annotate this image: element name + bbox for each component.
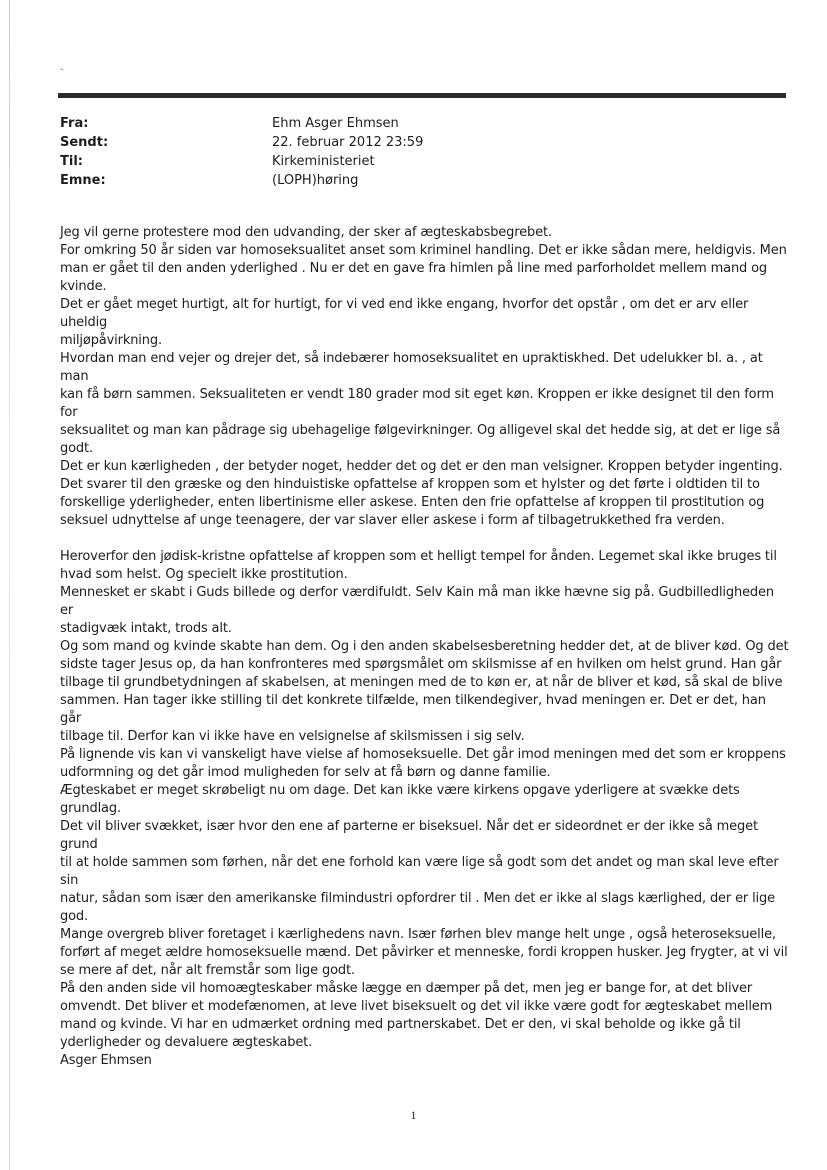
body-line: stadigvæk intakt, trods alt.	[60, 621, 232, 636]
body-line: kan få børn sammen. Seksualiteten er vendt 180 grader mod sit eget køn. Kroppen er ikke designet til den form for	[60, 387, 774, 420]
header-field-value: 22. februar 2012 23:59	[272, 135, 424, 150]
header-field-row	[60, 114, 423, 133]
body-line: Det vil bliver svækket, især hvor den ene af parterne er biseksuel. Når det er sideordnet er der ikke så meget grund	[60, 819, 758, 852]
scan-edge	[9, 0, 10, 1170]
header-field-label: Fra:	[60, 116, 89, 131]
header-field-row	[60, 152, 423, 171]
header-field-value: Ehm Asger Ehmsen	[272, 116, 399, 131]
body-line: Det er gået meget hurtigt, alt for hurtigt, for vi ved end ikke engang, hvorfor det opstår , om det er arv eller uheldig	[60, 297, 749, 330]
body-line: Det svarer til den græske og den hinduistiske opfattelse af kroppen som et hylster og det førte i oldtiden til to	[60, 477, 760, 492]
header-field-label: Emne:	[60, 173, 106, 188]
body-line: udformning og det går imod muligheden for selv at få børn og danne familie.	[60, 765, 551, 780]
body-line: forskellige yderligheder, enten libertinisme eller askese. Enten den frie opfattelse af kroppen til prostitution og	[60, 495, 765, 510]
body-line: Det er kun kærligheden , der betyder noget, hedder det og det er den man velsigner. Kroppen betyder ingenting.	[60, 459, 783, 474]
header-field-row	[60, 171, 423, 190]
body-line: kvinde.	[60, 279, 107, 294]
body-line: natur, sådan som især den amerikanske filmindustri opfordrer til . Men det er ikke al slags kærlighed, der er lige	[60, 891, 775, 906]
header-field-label: Sendt:	[60, 135, 109, 150]
body-line: til at holde sammen som førhen, når det ene forhold kan være lige så godt som det andet og man skal leve efter sin	[60, 855, 779, 888]
body-line: Ægteskabet er meget skrøbeligt nu om dage. Det kan ikke være kirkens opgave yderligere at svække dets grundlag.	[60, 783, 740, 816]
header-field-value: (LOPH)høring	[272, 173, 359, 188]
body-line: miljøpåvirkning.	[60, 333, 162, 348]
body-line: seksuel udnyttelse af unge teenagere, der var slaver eller askese i form af tilbagetrukkethed fra verden.	[60, 513, 725, 528]
body-line: godt.	[60, 441, 93, 456]
header-field-value: Kirkeministeriet	[272, 154, 375, 169]
body-line: se mere af det, når alt fremstår som lige godt.	[60, 963, 355, 978]
paragraph-gap	[60, 530, 790, 548]
corner-mark: ᵕ	[60, 66, 64, 76]
body-line: Og som mand og kvinde skabte han dem. Og i den anden skabelsesberetning hedder det, at de bliver kød. Og det	[60, 639, 789, 654]
header-field-label: Til:	[60, 154, 83, 169]
body-line: For omkring 50 år siden var homoseksualitet anset som kriminel handling. Det er ikke sådan mere, heldigvis. Men	[60, 243, 787, 258]
body-line: mand og kvinde. Vi har en udmærket ordning med partnerskabet. Det er den, vi skal beholde og ikke gå til	[60, 1017, 741, 1032]
email-header	[60, 114, 423, 190]
body-line: god.	[60, 909, 88, 924]
body-line: hvad som helst. Og specielt ikke prostitution.	[60, 567, 348, 582]
body-line: sidste tager Jesus op, da han konfronteres med spørgsmålet om skilsmisse af en hvilken om helst grund. Han går	[60, 657, 782, 672]
body-line: På den anden side vil homoægteskaber måske lægge en dæmper på det, men jeg er bange for, at det bliver	[60, 981, 753, 996]
page-number: 1	[410, 1108, 417, 1122]
body-line: man er gået til den anden yderlighed . Nu er det en gave fra himlen på line med parforholdet mellem mand og	[60, 261, 768, 276]
body-line: Asger Ehmsen	[60, 1053, 152, 1068]
body-line: tilbage til grundbetydningen af skabelsen, at meningen med de to køn er, at når de bliver et kød, så skal de blive	[60, 675, 783, 690]
body-line: yderligheder og devaluere ægteskabet.	[60, 1035, 313, 1050]
body-line: Mennesket er skabt i Guds billede og derfor værdifuldt. Selv Kain må man ikke hævne sig på. Gudbilledligheden er	[60, 585, 774, 618]
body-line: omvendt. Det bliver et modefænomen, at leve livet biseksuelt og det vil ikke være godt for ægteskabet mellem	[60, 999, 773, 1014]
header-field-row	[60, 133, 423, 152]
body-line: seksualitet og man kan pådrage sig ubehagelige følgevirkninger. Og alligevel skal det hedde sig, at det er lige så	[60, 423, 781, 438]
body-line: Jeg vil gerne protestere mod den udvanding, der sker af ægteskabsbegrebet.	[60, 225, 552, 240]
body-line: Mange overgreb bliver foretaget i kærlighedens navn. Især førhen blev mange helt unge , også heteroseksuelle,	[60, 927, 776, 942]
body-line: forført af meget ældre homoseksuelle mænd. Det påvirker et menneske, fordi kroppen husker. Jeg frygter, at vi vil	[60, 945, 788, 960]
body-line: sammen. Han tager ikke stilling til det konkrete tilfælde, men tilkendegiver, hvad meningen er. Det er det, han går	[60, 693, 766, 726]
body-line: Heroverfor den jødisk-kristne opfattelse af kroppen som et helligt tempel for ånden. Legemet skal ikke bruges til	[60, 549, 777, 564]
letter-body	[60, 224, 790, 1070]
header-rule	[58, 93, 786, 98]
body-line: Hvordan man end vejer og drejer det, så indebærer homoseksualitet en upraktiskhed. Det udelukker bl. a. , at man	[60, 351, 763, 384]
body-line: På lignende vis kan vi vanskeligt have vielse af homoseksuelle. Det går imod meningen med det som er kroppens	[60, 747, 786, 762]
body-line: tilbage til. Derfor kan vi ikke have en velsignelse af skilsmissen i sig selv.	[60, 729, 525, 744]
